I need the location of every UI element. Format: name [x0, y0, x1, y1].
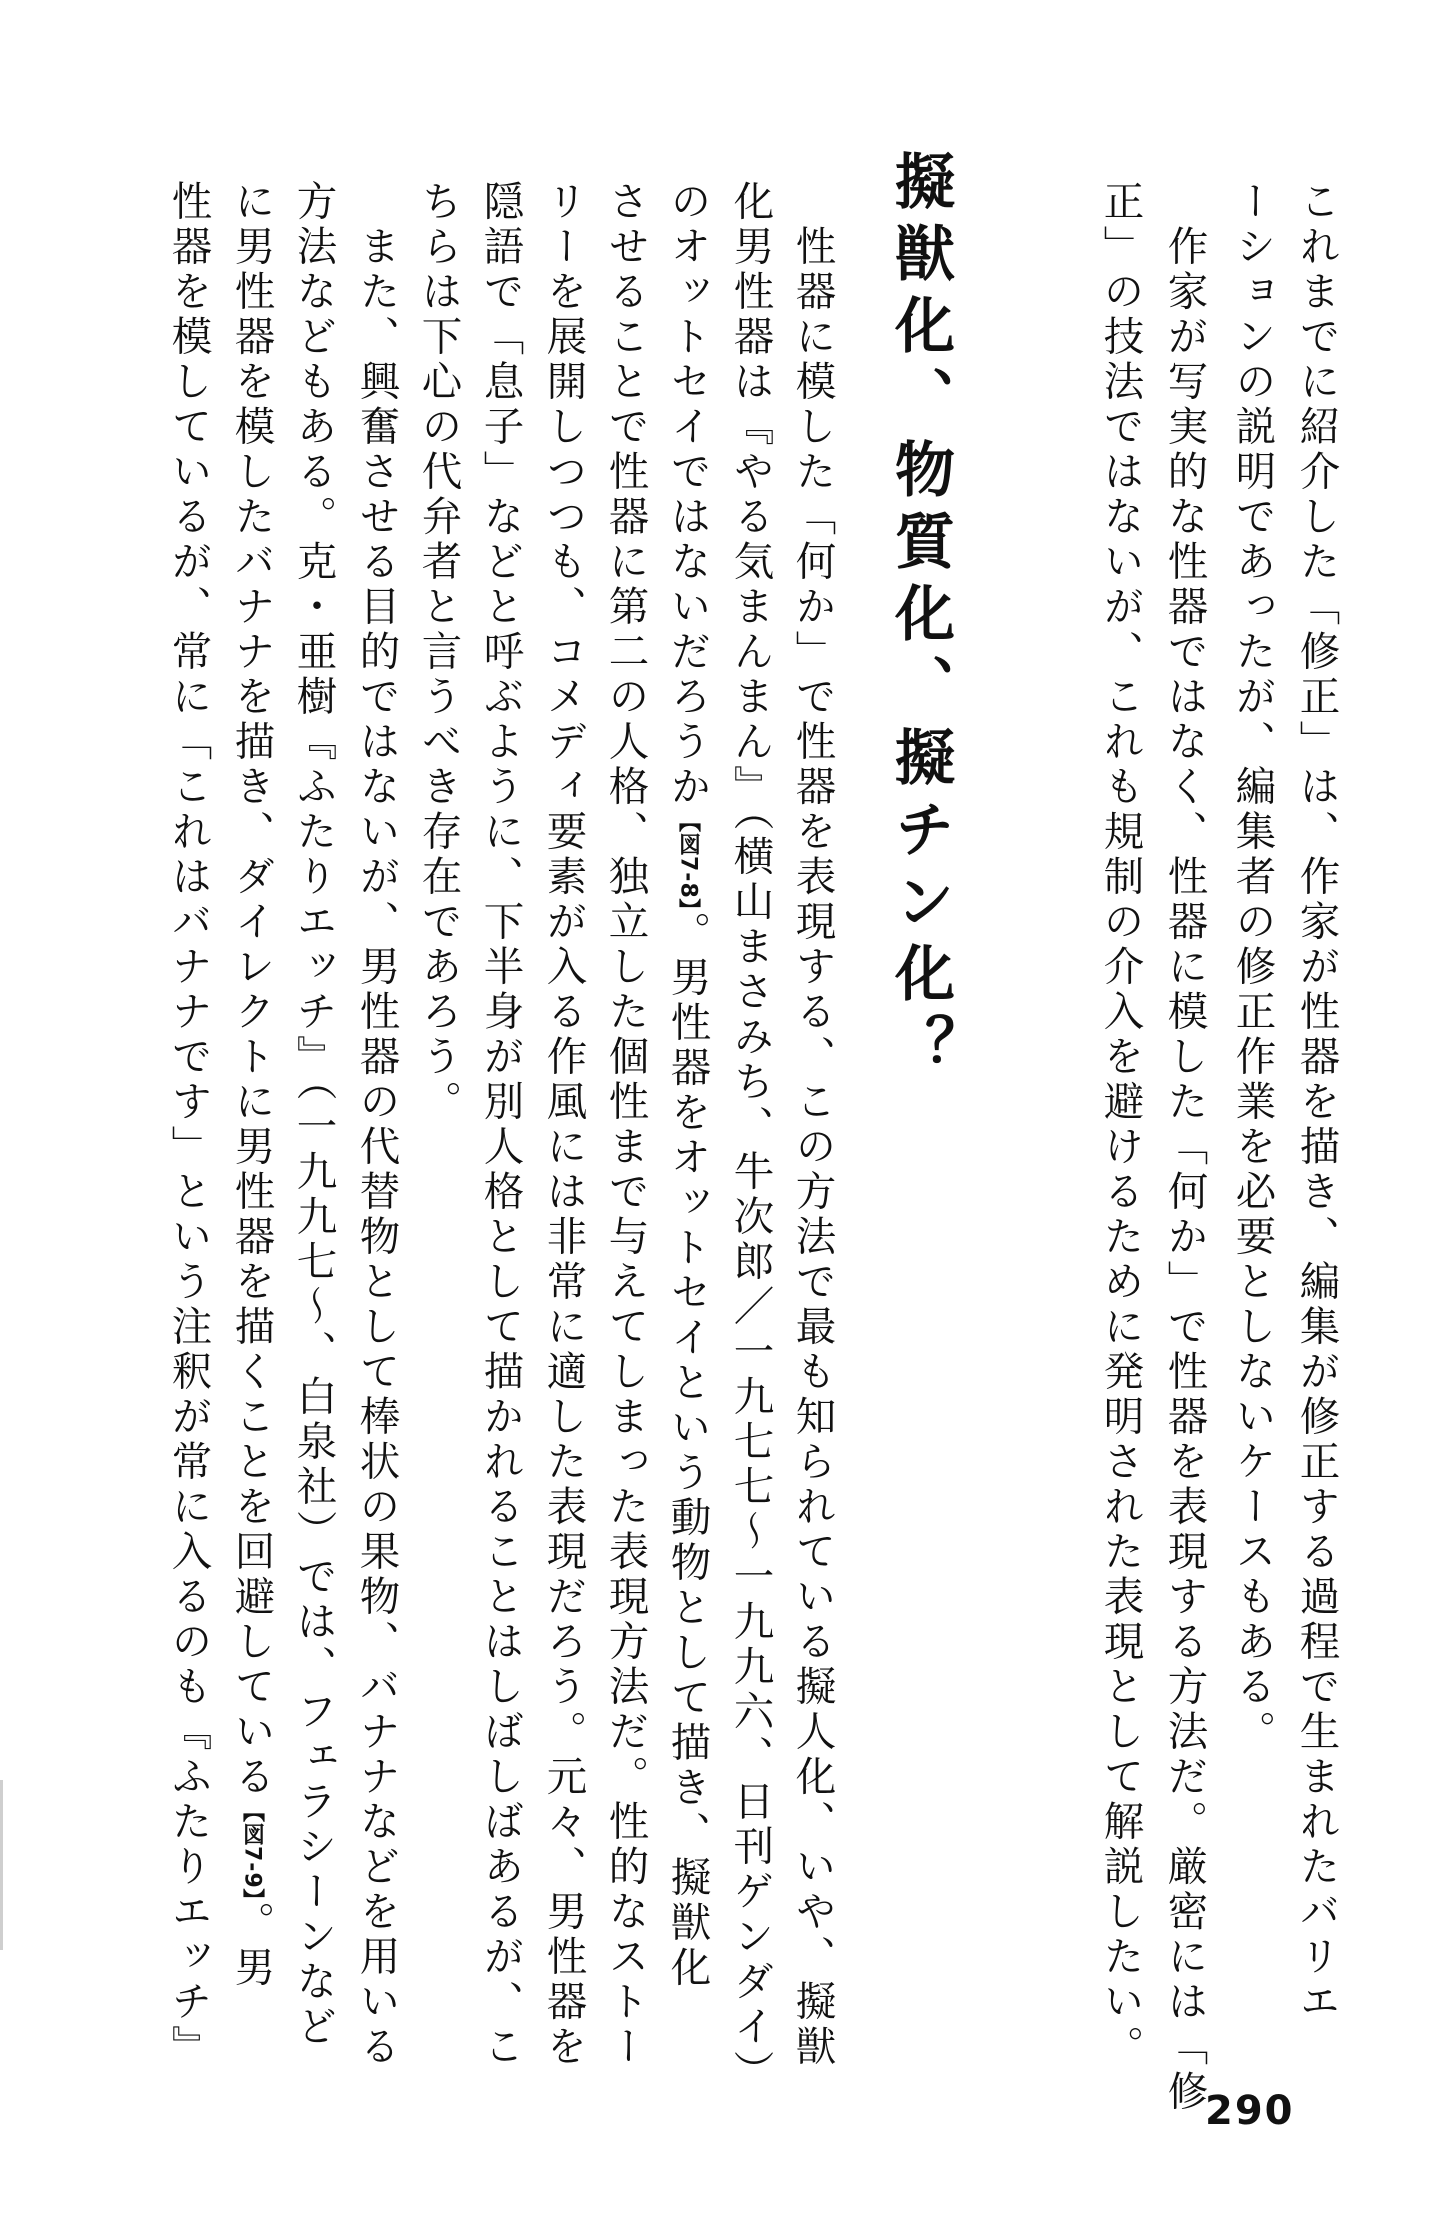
section-heading: 擬獣化、物質化、擬チン化？ [885, 150, 955, 1086]
body-line-10-text-a: に男性器を模したバナナを描き、ダイレクトに男性器を描くことを回避している [227, 180, 276, 1800]
body-line-6: 隠語で「息子」などと呼ぶように、下半身が別人格として描かれることはしばしばあるが、こ [476, 180, 525, 2070]
body-line-3 [663, 180, 712, 1991]
page-edge-shadow [0, 1780, 3, 1950]
figure-reference-7-8: 【図7-8】 [675, 810, 701, 911]
body-line-10 [227, 180, 276, 1991]
body-line-10-text-b: 。男 [227, 1900, 276, 1991]
body-line-3-text-a: のオットセイではないだろうか [663, 180, 712, 810]
figure-reference-7-9: 【図7-9】 [239, 1800, 265, 1901]
body-line-2: 化男性器は『やる気まんまん』（横山まさみち、牛次郎／一九七七〜一九九六、日刊ゲンダイ） [726, 180, 775, 2095]
body-line-1: 性器に模した「何か」で性器を表現する、この方法で最も知られている擬人化、いや、擬獣 [788, 180, 837, 2070]
intro-line-2: ーションの説明であったが、編集者の修正作業を必要としないケースもある。 [1228, 180, 1277, 1755]
page-number: 290 [1205, 2088, 1295, 2134]
body-line-8: また、興奮させる目的ではないが、男性器の代替物として棒状の果物、バナナなどを用いる [352, 180, 401, 2070]
body-line-4: させることで性器に第二の人格、独立した個性まで与えてしまった表現方法だ。性的なストー [601, 180, 650, 2070]
body-line-11: 性器を模しているが、常に「これはバナナです」という注釈が常に入るのも『ふたりエッチ』 [164, 180, 213, 2070]
intro-line-3: 作家が写実的な性器ではなく、性器に模した「何か」で性器を表現する方法だ。厳密には「修 [1160, 180, 1209, 2115]
body-line-3-text-b: 。男性器をオットセイという動物として描き、擬獣化 [663, 910, 712, 1991]
body-line-9: 方法などもある。克・亜樹『ふたりエッチ』（一九九七〜、白泉社）では、フェラシーンなど [289, 180, 338, 2050]
body-line-7: ちらは下心の代弁者と言うべき存在であろう。 [414, 180, 463, 1125]
intro-line-4: 正」の技法ではないが、これも規制の介入を避けるために発明された表現として解説したい。 [1096, 180, 1145, 2070]
body-line-5: リーを展開しつつも、コメディ要素が入る作風には非常に適した表現だろう。元々、男性器を [539, 180, 588, 2070]
intro-line-1: これまでに紹介した「修正」は、作家が性器を描き、編集が修正する過程で生まれたバリエ [1292, 180, 1341, 2025]
